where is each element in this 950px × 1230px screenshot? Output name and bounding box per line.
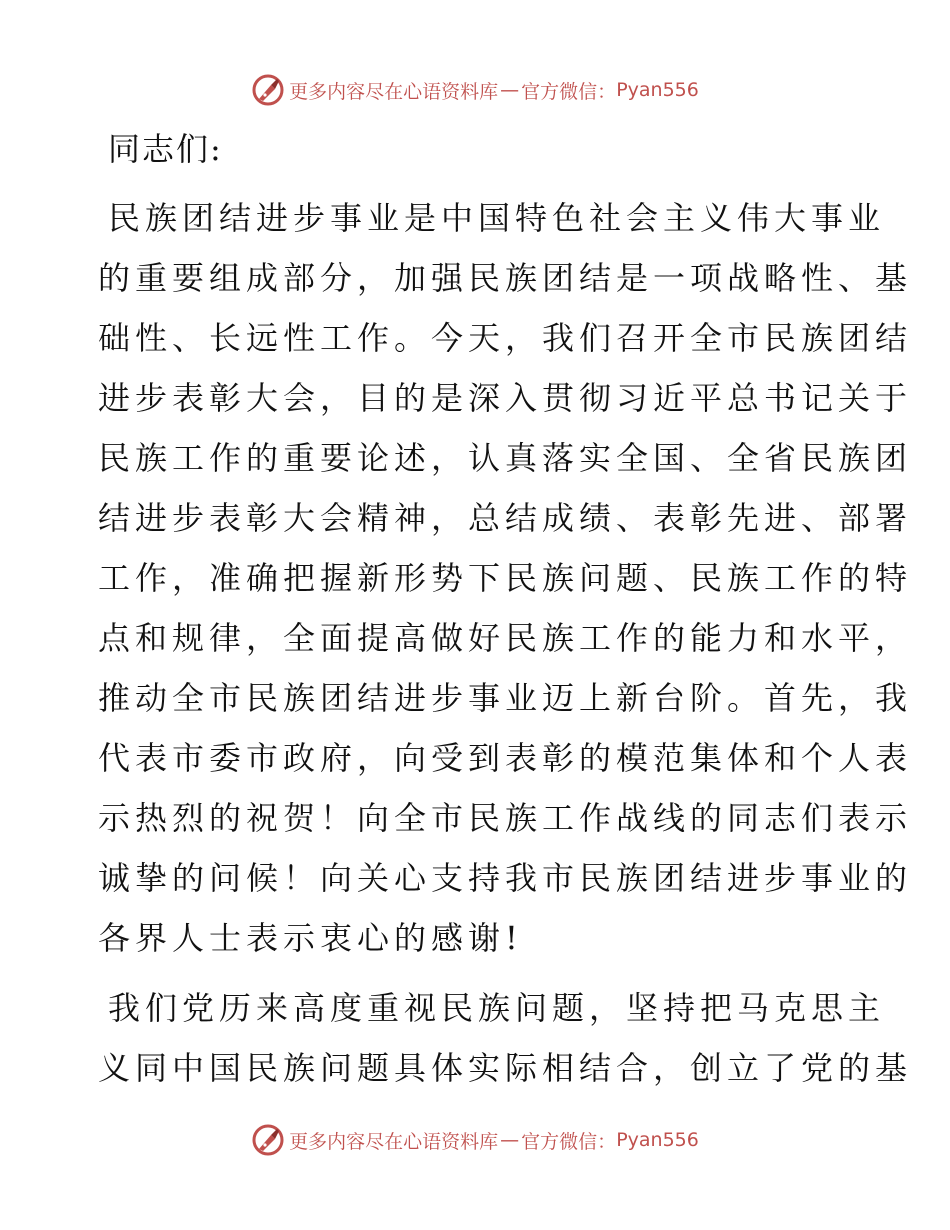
paragraph-line: 诚挚的问候！向关心支持我市民族团结进步事业的 [98,859,913,897]
paragraph-line: 工作，准确把握新形势下民族问题、民族工作的特 [98,559,913,597]
banner-text: 更多内容尽在心语资料库 [289,80,499,103]
banner-dash: — [500,79,520,101]
paragraph-line: 我们党历来高度重视民族问题，坚持把马克思主 [108,989,886,1027]
pen-nib-logo-icon [251,1123,285,1157]
paragraph-2 [98,978,913,1098]
banner-wechat-label: 官方微信： [521,1130,617,1153]
paragraph-line: 民族工作的重要论述，认真落实全国、全省民族团 [98,439,913,477]
banner-wechat-id: Pyan556 [616,79,699,101]
banner-wechat-id: Pyan556 [616,1129,699,1151]
pen-nib-logo-icon [251,73,285,107]
paragraph-line: 进步表彰大会，目的是深入贯彻习近平总书记关于 [98,379,913,417]
header-banner [0,70,950,110]
salutation: 同志们: [108,130,223,168]
paragraph-line: 义同中国民族问题具体实际相结合，创立了党的基 [98,1049,913,1087]
paragraph-1 [98,188,913,968]
paragraph-line: 各界人士表示衷心的感谢! [98,919,523,957]
paragraph-line: 点和规律，全面提高做好民族工作的能力和水平， [98,619,913,657]
banner-text: 更多内容尽在心语资料库 [289,1130,499,1153]
banner-dash: — [500,1129,520,1151]
paragraph-line: 推动全市民族团结进步事业迈上新台阶。首先，我 [98,679,913,717]
paragraph-line: 础性、长远性工作。今天，我们召开全市民族团结 [98,319,913,357]
paragraph-line: 代表市委市政府，向受到表彰的模范集体和个人表 [98,739,913,777]
footer-banner [0,1120,950,1160]
paragraph-line: 示热烈的祝贺！向全市民族工作战线的同志们表示 [98,799,913,837]
banner-wechat-label: 官方微信： [521,80,617,103]
paragraph-line: 的重要组成部分，加强民族团结是一项战略性、基 [98,259,913,297]
document-body [98,124,913,1108]
paragraph-line: 民族团结进步事业是中国特色社会主义伟大事业 [108,199,886,237]
paragraph-line: 结进步表彰大会精神，总结成绩、表彰先进、部署 [98,499,913,537]
